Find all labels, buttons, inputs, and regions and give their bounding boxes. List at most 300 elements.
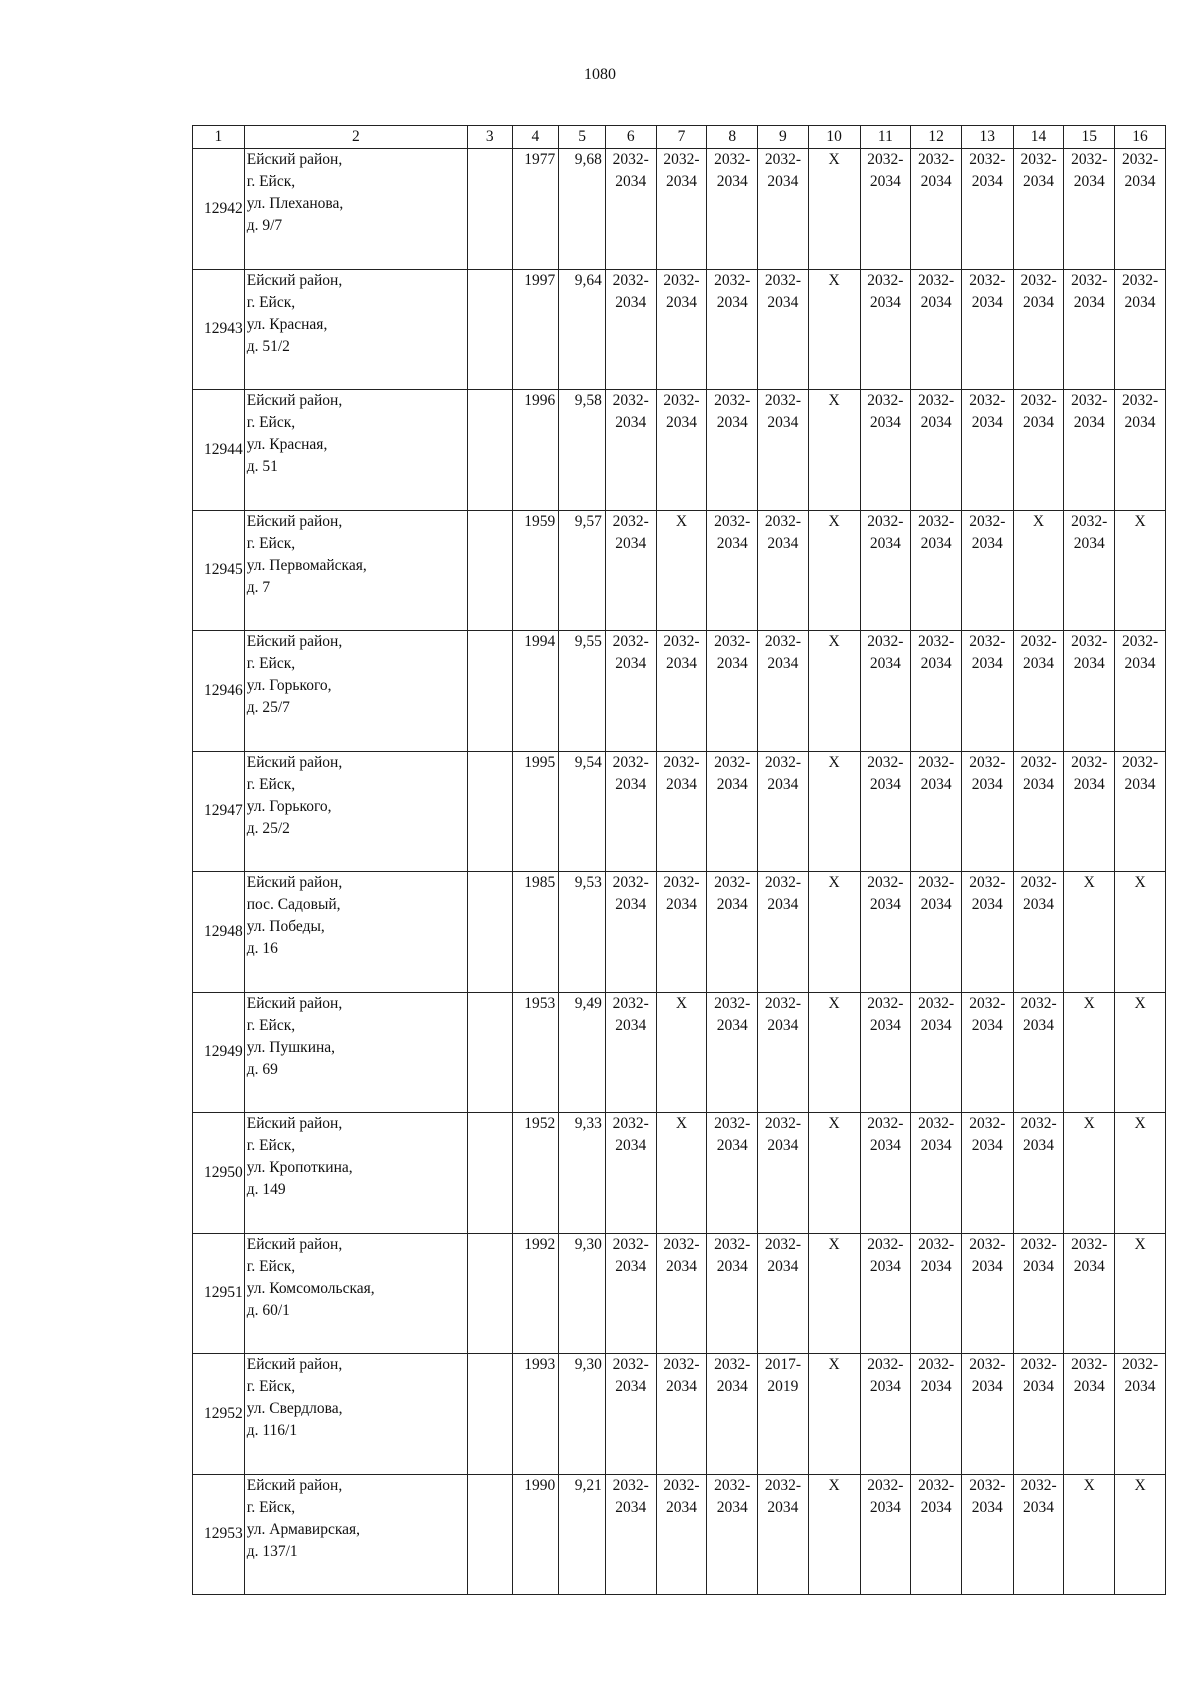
row-number: 12949: [193, 992, 245, 1113]
address-line: г. Ейск,: [246, 775, 296, 793]
term-value: Х: [1134, 994, 1146, 1012]
column-header-8: 8: [707, 126, 758, 149]
column-header-7: 7: [656, 126, 707, 149]
term-value: Х: [828, 1476, 840, 1494]
term-cell-col-14: [1013, 1233, 1064, 1354]
term-cell-col-14: [1013, 872, 1064, 993]
term-cell-col-15: [1064, 1233, 1115, 1354]
term-cell-col-6: [605, 510, 656, 631]
term-value: Х: [828, 1235, 840, 1253]
term-cell-col-16: [1115, 269, 1166, 390]
term-cell-col-8: [707, 1354, 758, 1475]
table-row: [193, 751, 1166, 872]
address-line: Ейский район,: [246, 512, 343, 530]
term-value: 2032- 2034: [612, 1356, 649, 1395]
term-cell-col-8: [707, 269, 758, 390]
term-cell-col-13: [961, 149, 1013, 270]
term-cell-col-6: [605, 1474, 656, 1595]
column-3-cell: [467, 149, 512, 270]
term-value: 2032- 2034: [612, 633, 649, 672]
term-value: 2032- 2034: [663, 874, 700, 913]
term-cell-col-7: [656, 1354, 707, 1475]
term-value: Х: [828, 1115, 840, 1132]
table-row: [193, 631, 1166, 752]
term-value: 2032- 2034: [917, 753, 955, 793]
term-value: Х: [828, 994, 840, 1012]
term-cell-col-13: [961, 1354, 1013, 1475]
term-value: 2032- 2034: [612, 392, 649, 431]
term-cell-col-13: [961, 631, 1013, 752]
address-cell: [244, 149, 467, 270]
term-cell-col-12: [911, 631, 962, 752]
address-cell: [244, 1354, 467, 1475]
address-line: г. Ейск,: [246, 1016, 296, 1034]
address-line: ул. Красная,: [246, 436, 328, 453]
address-line: ул. Плеханова,: [246, 195, 344, 212]
value-cell: 9,57: [559, 510, 606, 631]
term-value: Х: [675, 994, 688, 1012]
term-value: 2032- 2034: [917, 271, 955, 311]
term-value: 2032- 2034: [714, 633, 751, 672]
housing-repair-table: [192, 125, 1166, 1595]
address-line: Ейский район,: [246, 271, 343, 289]
term-value: 2032- 2034: [1071, 392, 1108, 431]
term-cell-col-14: [1013, 992, 1064, 1113]
term-cell-col-16: [1115, 1113, 1166, 1234]
term-cell-col-15: [1064, 631, 1115, 752]
term-cell-col-11: [860, 872, 911, 993]
term-value: 2032- 2034: [714, 1235, 751, 1275]
address-cell: [244, 390, 467, 511]
year-cell: 1990: [512, 1474, 559, 1595]
term-value: Х: [828, 151, 840, 168]
address-line: д. 69: [246, 1060, 278, 1078]
term-value: 2032- 2034: [969, 1476, 1006, 1516]
term-value: 2032- 2034: [867, 874, 904, 913]
address-cell: [244, 269, 467, 390]
term-cell-col-12: [911, 751, 962, 872]
term-cell-col-9: [758, 872, 809, 993]
term-cell-col-12: [911, 510, 962, 631]
term-cell-col-7: [656, 1113, 707, 1234]
value-cell: 9,55: [559, 631, 606, 752]
column-header-11: 11: [860, 126, 911, 149]
year-cell: 1953: [512, 992, 559, 1113]
table-row: [193, 1474, 1166, 1595]
term-value: 2032- 2034: [714, 151, 751, 190]
table-body: [193, 149, 1166, 1595]
year-cell: 1952: [512, 1113, 559, 1234]
term-value: 2032- 2034: [1020, 1235, 1057, 1275]
table-row: [193, 510, 1166, 631]
term-value: 2032- 2034: [917, 633, 955, 672]
address-line: д. 116/1: [246, 1422, 298, 1439]
table-row: [193, 390, 1166, 511]
address-line: д. 51/2: [246, 337, 290, 355]
term-value: 2032- 2034: [1071, 753, 1108, 793]
term-value: 2032- 2034: [917, 392, 955, 431]
column-number-header-row: [193, 126, 1166, 149]
term-value: 2032- 2034: [917, 1115, 955, 1154]
term-cell-col-10: [808, 992, 860, 1113]
table-row: [193, 872, 1166, 993]
term-cell-col-15: [1064, 992, 1115, 1113]
term-value: 2032- 2034: [867, 1356, 904, 1395]
term-value: 2032- 2034: [663, 633, 700, 672]
term-value: 2032- 2034: [663, 151, 700, 190]
row-number: 12951: [193, 1233, 245, 1354]
term-value: 2032- 2034: [1121, 151, 1159, 190]
term-cell-col-16: [1115, 510, 1166, 631]
address-line: д. 51: [246, 458, 278, 475]
address-line: пос. Садовый,: [246, 896, 341, 913]
term-cell-col-15: [1064, 390, 1115, 511]
address-cell: [244, 631, 467, 752]
term-value: 2032- 2034: [1020, 753, 1057, 793]
address-line: ул. Победы,: [246, 918, 325, 935]
term-value: Х: [828, 753, 840, 771]
term-value: 2032- 2034: [714, 512, 751, 552]
address-line: д. 16: [246, 940, 278, 957]
term-cell-col-12: [911, 1113, 962, 1234]
column-header-2: 2: [244, 126, 467, 149]
term-value: 2032- 2034: [917, 1235, 955, 1275]
address-line: г. Ейск,: [246, 1137, 296, 1154]
address-cell: [244, 992, 467, 1113]
term-cell-col-6: [605, 751, 656, 872]
value-cell: 9,58: [559, 390, 606, 511]
term-cell-col-16: [1115, 1474, 1166, 1595]
term-cell-col-10: [808, 751, 860, 872]
column-header-1: 1: [193, 126, 245, 149]
term-cell-col-11: [860, 631, 911, 752]
address-line: д. 25/7: [246, 699, 290, 716]
term-value: Х: [1032, 512, 1045, 530]
year-cell: 1985: [512, 872, 559, 993]
term-value: Х: [1083, 874, 1095, 891]
term-value: Х: [828, 633, 840, 650]
term-value: 2032- 2034: [764, 512, 801, 552]
term-cell-col-15: [1064, 269, 1115, 390]
term-cell-col-14: [1013, 1354, 1064, 1475]
address-line: г. Ейск,: [246, 1498, 296, 1516]
term-cell-col-9: [758, 510, 809, 631]
address-line: Ейский район,: [246, 633, 343, 650]
term-cell-col-9: [758, 269, 809, 390]
year-cell: 1977: [512, 149, 559, 270]
term-value: 2032- 2034: [764, 994, 801, 1034]
term-cell-col-14: [1013, 631, 1064, 752]
column-3-cell: [467, 1113, 512, 1234]
term-value: 2032- 2034: [1020, 271, 1057, 311]
term-value: 2032- 2034: [612, 874, 649, 913]
address-line: ул. Красная,: [246, 315, 328, 333]
term-cell-col-11: [860, 1354, 911, 1475]
address-line: Ейский район,: [246, 994, 343, 1012]
term-value: 2032- 2034: [663, 271, 700, 311]
address-line: ул. Армавирская,: [246, 1520, 361, 1538]
term-value: 2032- 2034: [867, 392, 904, 431]
term-cell-col-9: [758, 631, 809, 752]
term-cell-col-15: [1064, 751, 1115, 872]
column-header-15: 15: [1064, 126, 1115, 149]
term-value: 2032- 2034: [1121, 753, 1159, 793]
term-cell-col-12: [911, 269, 962, 390]
column-3-cell: [467, 751, 512, 872]
term-value: 2032- 2034: [917, 994, 955, 1034]
term-value: Х: [1083, 994, 1095, 1012]
table-row: [193, 1233, 1166, 1354]
term-cell-col-12: [911, 149, 962, 270]
term-value: 2032- 2034: [714, 392, 751, 431]
term-value: 2032- 2034: [969, 512, 1006, 552]
address-line: д. 9/7: [246, 217, 283, 234]
term-cell-col-12: [911, 1233, 962, 1354]
term-value: 2032- 2034: [764, 633, 801, 672]
term-cell-col-14: [1013, 269, 1064, 390]
column-3-cell: [467, 510, 512, 631]
term-value: 2032- 2034: [1071, 1235, 1108, 1275]
term-value: 2032- 2034: [764, 271, 801, 311]
term-cell-col-6: [605, 390, 656, 511]
term-value: 2032- 2034: [917, 874, 955, 913]
term-cell-col-9: [758, 751, 809, 872]
column-3-cell: [467, 1233, 512, 1354]
term-value: 2032- 2034: [612, 271, 649, 311]
term-cell-col-9: [758, 1354, 809, 1475]
row-number: 12953: [193, 1474, 245, 1595]
term-cell-col-11: [860, 149, 911, 270]
term-value: 2032- 2034: [612, 753, 649, 793]
term-value: 2032- 2034: [663, 1235, 700, 1275]
term-cell-col-6: [605, 1354, 656, 1475]
column-header-5: 5: [559, 126, 606, 149]
term-value: 2032- 2034: [1071, 633, 1108, 672]
term-cell-col-16: [1115, 1233, 1166, 1354]
term-value: Х: [675, 1115, 688, 1132]
term-cell-col-16: [1115, 390, 1166, 511]
term-cell-col-11: [860, 269, 911, 390]
term-cell-col-6: [605, 872, 656, 993]
address-line: д. 137/1: [246, 1542, 298, 1560]
term-value: 2032- 2034: [969, 1235, 1006, 1275]
year-cell: 1959: [512, 510, 559, 631]
term-cell-col-14: [1013, 1113, 1064, 1234]
term-value: Х: [1083, 1476, 1095, 1494]
term-value: Х: [828, 392, 840, 409]
term-cell-col-16: [1115, 1354, 1166, 1475]
term-cell-col-13: [961, 1233, 1013, 1354]
term-value: 2032- 2034: [1020, 994, 1057, 1034]
value-cell: 9,53: [559, 872, 606, 993]
value-cell: 9,21: [559, 1474, 606, 1595]
term-value: 2032- 2034: [969, 271, 1006, 311]
term-value: 2032- 2034: [612, 512, 649, 552]
term-value: Х: [1134, 874, 1146, 891]
term-cell-col-13: [961, 1474, 1013, 1595]
row-number: 12943: [193, 269, 245, 390]
term-cell-col-6: [605, 631, 656, 752]
term-value: Х: [1134, 1115, 1146, 1132]
row-number: 12944: [193, 390, 245, 511]
term-cell-col-10: [808, 149, 860, 270]
term-cell-col-10: [808, 631, 860, 752]
term-cell-col-6: [605, 269, 656, 390]
term-cell-col-7: [656, 1474, 707, 1595]
column-3-cell: [467, 631, 512, 752]
term-cell-col-8: [707, 872, 758, 993]
term-value: 2032- 2034: [969, 1115, 1006, 1154]
term-cell-col-12: [911, 872, 962, 993]
row-number: 12950: [193, 1113, 245, 1234]
term-cell-col-8: [707, 390, 758, 511]
term-value: 2032- 2034: [714, 753, 751, 793]
term-cell-col-16: [1115, 149, 1166, 270]
term-cell-col-7: [656, 751, 707, 872]
year-cell: 1996: [512, 390, 559, 511]
address-line: д. 25/2: [246, 819, 290, 837]
table-row: [193, 1354, 1166, 1475]
column-header-13: 13: [961, 126, 1013, 149]
term-cell-col-11: [860, 1474, 911, 1595]
address-line: г. Ейск,: [246, 534, 296, 552]
term-cell-col-16: [1115, 992, 1166, 1113]
term-value: 2032- 2034: [1121, 271, 1159, 311]
address-line: ул. Горького,: [246, 677, 332, 694]
term-value: 2032- 2034: [1071, 1356, 1108, 1395]
term-cell-col-13: [961, 751, 1013, 872]
term-cell-col-9: [758, 1113, 809, 1234]
row-number: 12948: [193, 872, 245, 993]
term-cell-col-13: [961, 1113, 1013, 1234]
address-line: г. Ейск,: [246, 414, 296, 431]
term-cell-col-13: [961, 269, 1013, 390]
term-value: 2032- 2034: [1020, 1115, 1057, 1154]
term-cell-col-11: [860, 992, 911, 1113]
term-value: 2032- 2034: [1071, 271, 1108, 311]
address-line: г. Ейск,: [246, 655, 296, 672]
column-3-cell: [467, 872, 512, 993]
term-value: 2032- 2034: [764, 753, 801, 793]
column-header-10: 10: [808, 126, 860, 149]
term-value: Х: [828, 271, 840, 289]
term-value: 2032- 2034: [867, 633, 904, 672]
year-cell: 1992: [512, 1233, 559, 1354]
term-cell-col-7: [656, 510, 707, 631]
value-cell: 9,49: [559, 992, 606, 1113]
term-value: 2032- 2034: [867, 151, 904, 190]
value-cell: 9,30: [559, 1354, 606, 1475]
term-cell-col-15: [1064, 1113, 1115, 1234]
term-value: Х: [1134, 1235, 1146, 1253]
term-value: 2032- 2034: [917, 151, 955, 190]
term-cell-col-8: [707, 751, 758, 872]
term-cell-col-7: [656, 1233, 707, 1354]
row-number: 12942: [193, 149, 245, 270]
term-value: 2032- 2034: [764, 1115, 801, 1154]
address-line: д. 149: [246, 1181, 286, 1198]
term-cell-col-13: [961, 390, 1013, 511]
term-cell-col-12: [911, 992, 962, 1113]
term-cell-col-8: [707, 631, 758, 752]
term-cell-col-6: [605, 1113, 656, 1234]
term-value: 2032- 2034: [612, 994, 649, 1034]
term-cell-col-10: [808, 872, 860, 993]
term-value: 2032- 2034: [867, 1115, 904, 1154]
year-cell: 1995: [512, 751, 559, 872]
term-cell-col-15: [1064, 1474, 1115, 1595]
term-value: Х: [1134, 1476, 1146, 1494]
term-value: 2032- 2034: [764, 874, 801, 913]
address-line: д. 7: [246, 578, 271, 596]
term-value: 2032- 2034: [917, 512, 955, 552]
column-header-6: 6: [605, 126, 656, 149]
term-cell-col-9: [758, 390, 809, 511]
year-cell: 1993: [512, 1354, 559, 1475]
term-value: 2032- 2034: [1020, 392, 1057, 431]
term-value: 2032- 2034: [867, 1476, 904, 1516]
term-value: 2032- 2034: [714, 1115, 751, 1154]
term-value: Х: [828, 874, 840, 891]
year-cell: 1997: [512, 269, 559, 390]
term-value: 2032- 2034: [764, 392, 801, 431]
term-cell-col-6: [605, 1233, 656, 1354]
term-value: 2032- 2034: [612, 1235, 649, 1275]
term-value: 2032- 2034: [969, 151, 1006, 190]
term-cell-col-7: [656, 872, 707, 993]
term-cell-col-16: [1115, 751, 1166, 872]
row-number: 12952: [193, 1354, 245, 1475]
term-cell-col-15: [1064, 149, 1115, 270]
term-cell-col-14: [1013, 1474, 1064, 1595]
term-value: 2032- 2034: [1121, 1356, 1159, 1395]
term-cell-col-14: [1013, 510, 1064, 631]
table-row: [193, 149, 1166, 270]
term-cell-col-8: [707, 992, 758, 1113]
page-number: 1080: [584, 66, 616, 83]
term-value: 2032- 2034: [714, 874, 751, 913]
address-cell: [244, 872, 467, 993]
term-value: 2032- 2034: [663, 1356, 700, 1395]
row-number: 12945: [193, 510, 245, 631]
term-cell-col-8: [707, 1233, 758, 1354]
term-cell-col-8: [707, 1474, 758, 1595]
term-value: 2032- 2034: [969, 874, 1006, 913]
term-cell-col-13: [961, 510, 1013, 631]
term-cell-col-16: [1115, 631, 1166, 752]
term-cell-col-10: [808, 1354, 860, 1475]
term-cell-col-13: [961, 992, 1013, 1113]
term-value: 2032- 2034: [969, 633, 1006, 672]
column-header-16: 16: [1115, 126, 1166, 149]
term-value: 2032- 2034: [714, 1476, 751, 1516]
term-value: 2032- 2034: [1020, 1476, 1057, 1516]
term-value: 2032- 2034: [612, 151, 649, 190]
term-value: 2032- 2034: [764, 1235, 801, 1275]
term-value: 2032- 2034: [663, 1476, 700, 1516]
term-cell-col-7: [656, 390, 707, 511]
column-3-cell: [467, 992, 512, 1113]
term-value: 2032- 2034: [867, 753, 904, 793]
address-line: г. Ейск,: [246, 1378, 296, 1395]
address-line: Ейский район,: [246, 392, 343, 409]
term-value: Х: [1083, 1115, 1095, 1132]
term-cell-col-9: [758, 1474, 809, 1595]
term-value: 2032- 2034: [764, 151, 801, 190]
term-value: 2032- 2034: [714, 1356, 751, 1395]
term-cell-col-6: [605, 149, 656, 270]
term-cell-col-11: [860, 751, 911, 872]
